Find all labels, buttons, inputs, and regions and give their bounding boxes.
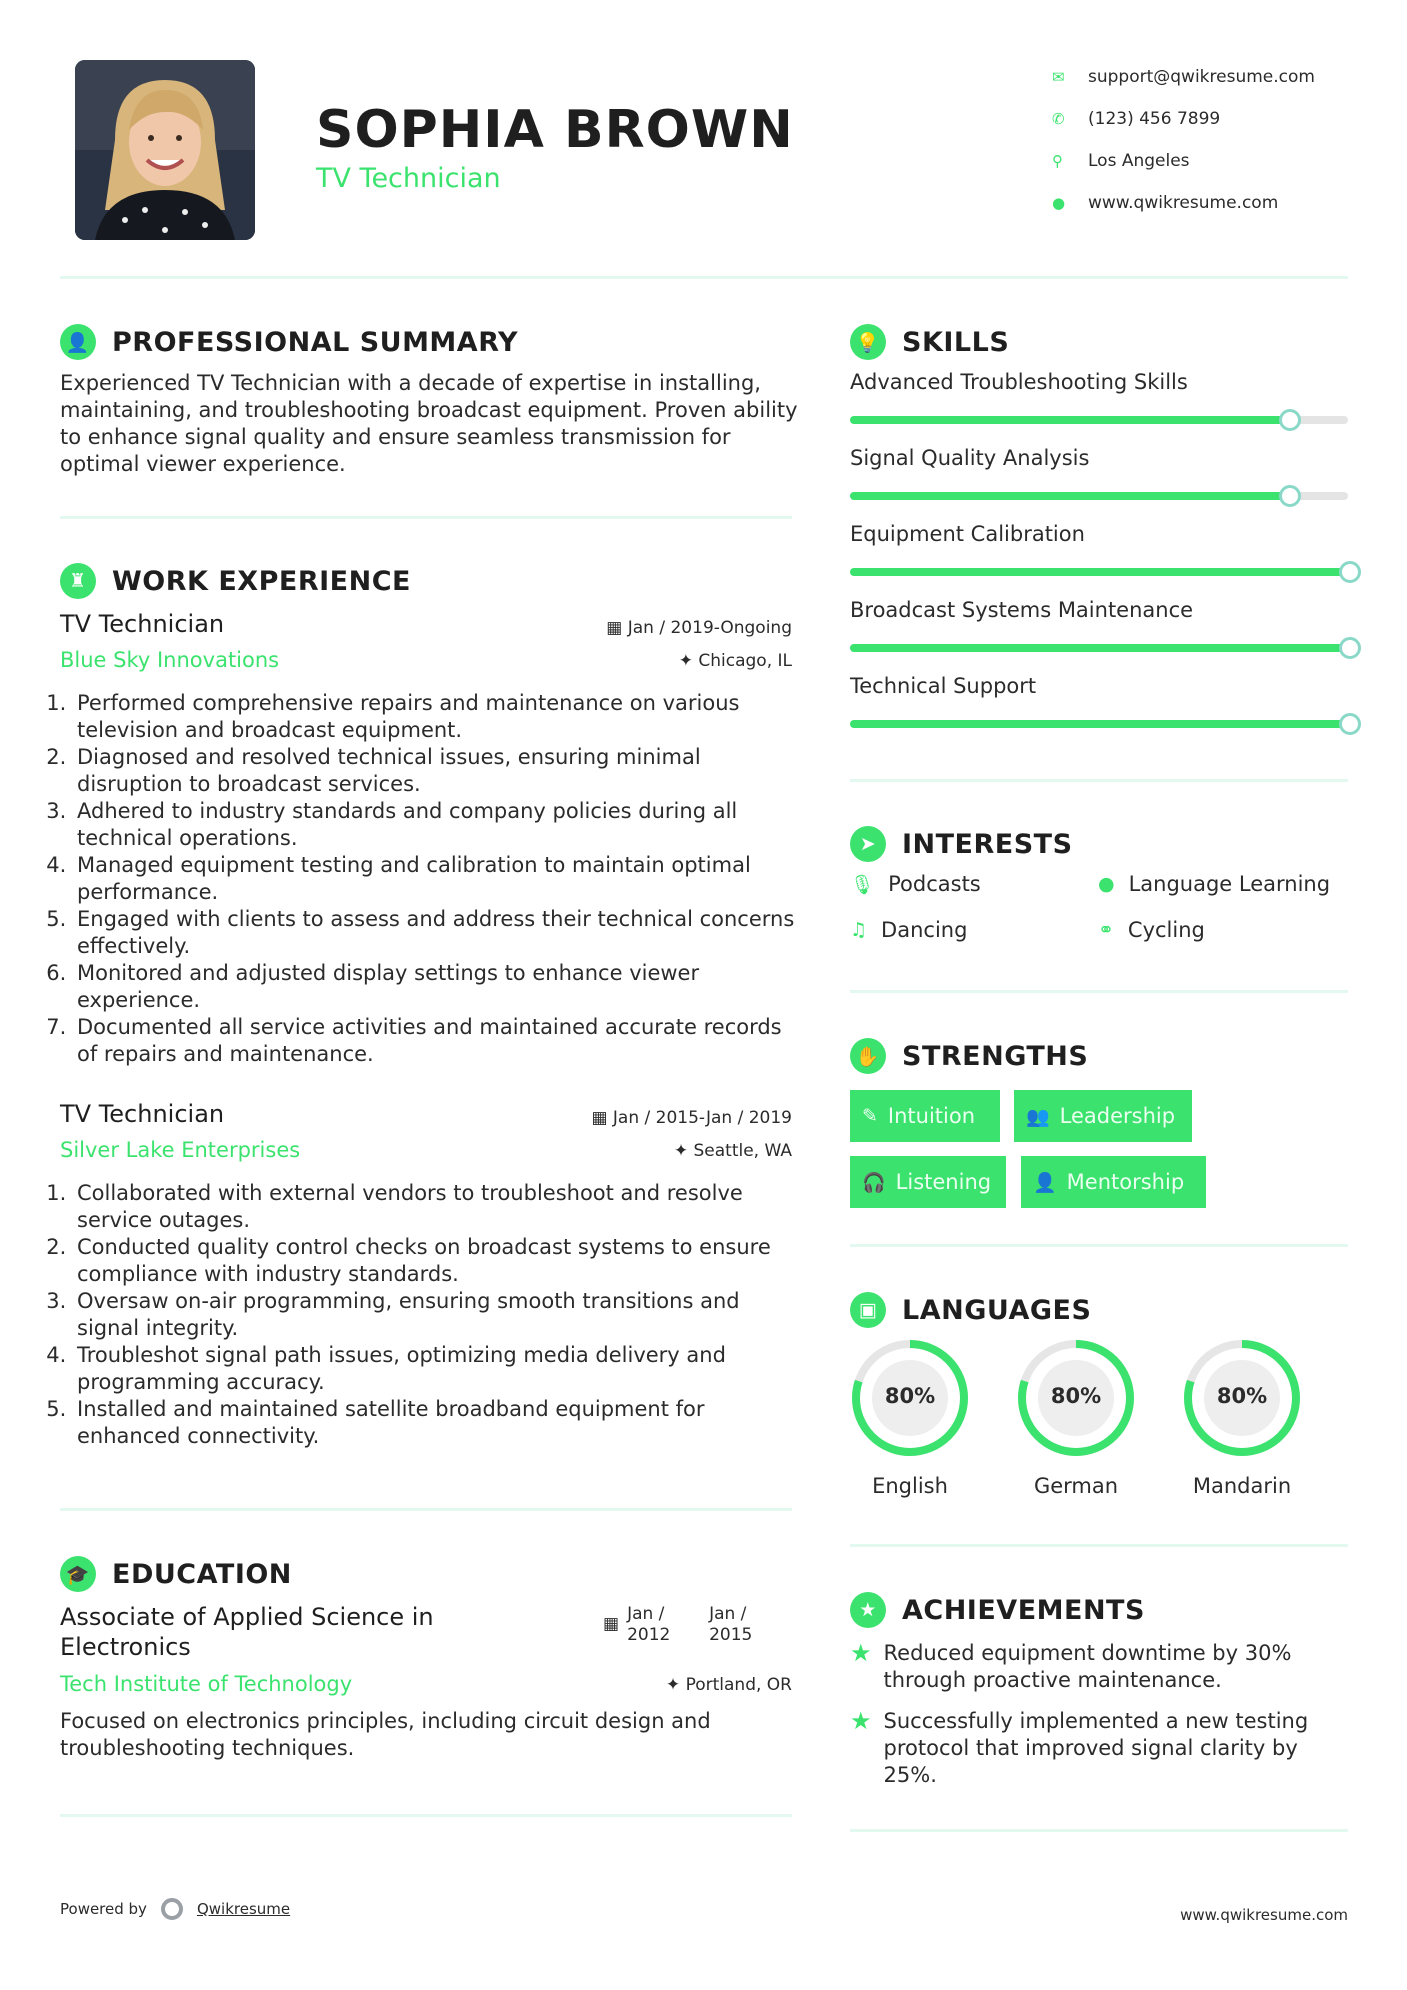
strength-mentorship: 👤 Mentorship <box>1021 1156 1206 1208</box>
language-name: German <box>1033 1474 1119 1498</box>
interest-dancing: ♫ Dancing <box>850 918 968 942</box>
skill-name: Signal Quality Analysis <box>850 446 1090 470</box>
education-dates: ▦ Jan / 2012 Jan / 2015 <box>603 1604 753 1645</box>
location-pin-icon: ⚲ <box>1052 152 1063 170</box>
candidate-name: SOPHIA BROWN <box>316 100 794 160</box>
profile-photo <box>75 60 255 240</box>
languages-divider <box>850 1544 1348 1547</box>
language-percent: 80% <box>1216 1384 1268 1408</box>
bicycle-icon: ⚭ <box>1098 919 1114 941</box>
skill-name: Technical Support <box>850 674 1037 698</box>
contact-email[interactable]: ✉ support@qwikresume.com <box>1052 67 1315 87</box>
globe-icon: ● <box>1052 194 1066 212</box>
star-badge-icon: ★ <box>850 1592 886 1628</box>
job-2-bullets <box>54 1180 802 1450</box>
language-name: English <box>872 1474 948 1498</box>
achievements-divider <box>850 1829 1348 1832</box>
strengths-divider <box>850 1244 1348 1247</box>
pin-icon: ✦ <box>673 1141 694 1161</box>
interests-heading: ➤ INTERESTS <box>850 826 1073 862</box>
user-plus-icon: 👤 <box>1033 1171 1057 1194</box>
music-note-icon: ♫ <box>850 919 868 941</box>
skill-bar <box>850 568 1348 576</box>
envelope-icon: ✉ <box>1052 68 1065 86</box>
language-name: Mandarin <box>1192 1474 1292 1498</box>
education-school: Tech Institute of Technology <box>60 1672 353 1696</box>
strength-listening: 🎧 Listening <box>850 1156 1006 1208</box>
skill-bar-fill <box>850 492 1288 500</box>
skill-bar-knob <box>1339 637 1361 659</box>
calendar-icon: ▦ <box>591 1108 613 1128</box>
strength-intuition: ✎ Intuition <box>850 1090 1000 1142</box>
language-item <box>1182 1338 1302 1498</box>
skill-bar-knob <box>1339 713 1361 735</box>
list-item: 2. Diagnosed and resolved technical issues, ensuring minimal disruption to broadcast services. <box>73 744 802 798</box>
summary-heading: 👤 PROFESSIONAL SUMMARY <box>60 324 518 360</box>
summary-divider <box>60 516 792 519</box>
language-item <box>1016 1338 1136 1498</box>
achievements-heading: ★ ACHIEVEMENTS <box>850 1592 1145 1628</box>
list-item: 6. Monitored and adjusted display settings to enhance viewer experience. <box>73 960 802 1014</box>
contact-location: ⚲ Los Angeles <box>1052 151 1190 171</box>
list-item: 1. Performed comprehensive repairs and maintenance on various television and broadcast equipment. <box>73 690 802 744</box>
lightbulb-icon: 💡 <box>850 324 886 360</box>
job-2-title: TV Technician <box>60 1100 225 1128</box>
list-item: 4. Troubleshot signal path issues, optimizing media delivery and programming accuracy. <box>73 1342 802 1396</box>
magic-wand-icon: ✎ <box>862 1105 878 1127</box>
footer-brand-link[interactable]: Qwikresume <box>196 1900 291 1918</box>
star-icon: ★ <box>850 1639 872 1667</box>
pin-icon: ✦ <box>665 1675 686 1695</box>
skills-divider <box>850 779 1348 782</box>
skill-bar <box>850 644 1348 652</box>
interest-podcasts: 🎙 Podcasts <box>850 872 981 896</box>
footer-url[interactable]: www.qwikresume.com <box>1180 1906 1348 1924</box>
list-item: 3. Adhered to industry standards and company policies during all technical operations. <box>73 798 802 852</box>
job-2-company: Silver Lake Enterprises <box>60 1138 301 1162</box>
skill-bar <box>850 720 1348 728</box>
achievement-2: ★ Successfully implemented a new testing protocol that improved signal clarity by 25%. <box>850 1707 1309 1787</box>
skill-bar <box>850 416 1348 424</box>
qwikresume-logo-icon <box>161 1898 183 1920</box>
footer-left: Powered by Qwikresume <box>60 1900 291 1918</box>
header-divider <box>60 276 1348 279</box>
language-item <box>850 1338 970 1498</box>
users-icon: 👥 <box>1026 1105 1050 1128</box>
list-item: 2. Conducted quality control checks on broadcast systems to ensure compliance with industry standards. <box>73 1234 802 1288</box>
education-heading: 🎓 EDUCATION <box>60 1556 292 1592</box>
skill-bar-knob <box>1339 561 1361 583</box>
globe-icon: ● <box>1098 873 1115 895</box>
language-percent: 80% <box>884 1384 936 1408</box>
job-1-title: TV Technician <box>60 610 225 638</box>
strength-leadership: 👥 Leadership <box>1014 1090 1192 1142</box>
contact-phone[interactable]: ✆ (123) 456 7899 <box>1052 109 1221 129</box>
job-1-location: ✦ Chicago, IL <box>678 651 792 671</box>
list-item: 7. Documented all service activities and maintained accurate records of repairs and maintenance. <box>73 1014 802 1068</box>
skill-bar-fill <box>850 416 1288 424</box>
user-icon: 👤 <box>60 324 96 360</box>
skill-bar-knob <box>1279 409 1301 431</box>
interests-divider <box>850 990 1348 993</box>
job-2-location: ✦ Seattle, WA <box>673 1141 792 1161</box>
skill-name: Advanced Troubleshooting Skills <box>850 370 1188 394</box>
calendar-icon: ▦ <box>603 1614 620 1634</box>
languages-heading: ▣ LANGUAGES <box>850 1292 1091 1328</box>
star-icon: ★ <box>850 1707 872 1735</box>
list-item: 4. Managed equipment testing and calibration to maintain optimal performance. <box>73 852 802 906</box>
portrait-illustration <box>75 60 255 240</box>
job-2-date: ▦ Jan / 2015-Jan / 2019 <box>591 1108 792 1128</box>
job-1-date: ▦ Jan / 2019-Ongoing <box>606 618 792 638</box>
summary-text: Experienced TV Technician with a decade of expertise in installing, maintaining, and troubleshooting broadcast equipment. Proven ability to enhance signal quality and ensure seamless transmission for optimal viewer experience. <box>60 371 798 476</box>
list-item: 3. Oversaw on-air programming, ensuring smooth transitions and signal integrity. <box>73 1288 802 1342</box>
phone-icon: ✆ <box>1052 110 1065 128</box>
candidate-role: TV Technician <box>316 163 501 194</box>
skill-bar-fill <box>850 568 1348 576</box>
work-divider <box>60 1508 792 1511</box>
achievement-1: ★ Reduced equipment downtime by 30% through proactive maintenance. <box>850 1639 1292 1692</box>
contact-website[interactable]: ● www.qwikresume.com <box>1052 193 1279 213</box>
education-location: ✦ Portland, OR <box>665 1675 792 1695</box>
graduation-icon: 🎓 <box>60 1556 96 1592</box>
list-item: 5. Engaged with clients to assess and address their technical concerns effectively. <box>73 906 802 960</box>
skill-bar-fill <box>850 720 1348 728</box>
list-item: 5. Installed and maintained satellite broadband equipment for enhanced connectivity. <box>73 1396 802 1450</box>
interest-cycling: ⚭ Cycling <box>1098 918 1205 942</box>
pin-icon: ✦ <box>678 651 699 671</box>
strengths-heading: ✋ STRENGTHS <box>850 1038 1088 1074</box>
education-degree: Associate of Applied Science in Electronics <box>60 1603 434 1661</box>
id-card-icon: ▣ <box>850 1292 886 1328</box>
job-1-bullets <box>54 690 802 1068</box>
work-heading: ♜ WORK EXPERIENCE <box>60 563 411 599</box>
skill-bar <box>850 492 1348 500</box>
hand-icon: ✋ <box>850 1038 886 1074</box>
skill-name: Equipment Calibration <box>850 522 1085 546</box>
chair-icon: ♜ <box>60 563 96 599</box>
calendar-icon: ▦ <box>606 618 628 638</box>
headphones-icon: 🎧 <box>862 1171 886 1194</box>
language-percent: 80% <box>1050 1384 1102 1408</box>
skill-bar-knob <box>1279 485 1301 507</box>
education-divider <box>60 1814 792 1817</box>
job-1-company: Blue Sky Innovations <box>60 648 280 672</box>
skill-bar-fill <box>850 644 1348 652</box>
skills-heading: 💡 SKILLS <box>850 324 1009 360</box>
education-text: Focused on electronics principles, including circuit design and troubleshooting techniques. <box>60 1709 711 1760</box>
paper-plane-icon: ➤ <box>850 826 886 862</box>
microphone-icon: 🎙 <box>850 873 875 896</box>
contact-list <box>1052 56 1315 224</box>
skill-name: Broadcast Systems Maintenance <box>850 598 1194 622</box>
interest-language-learning: ● Language Learning <box>1098 872 1331 896</box>
list-item: 1. Collaborated with external vendors to troubleshoot and resolve service outages. <box>73 1180 802 1234</box>
